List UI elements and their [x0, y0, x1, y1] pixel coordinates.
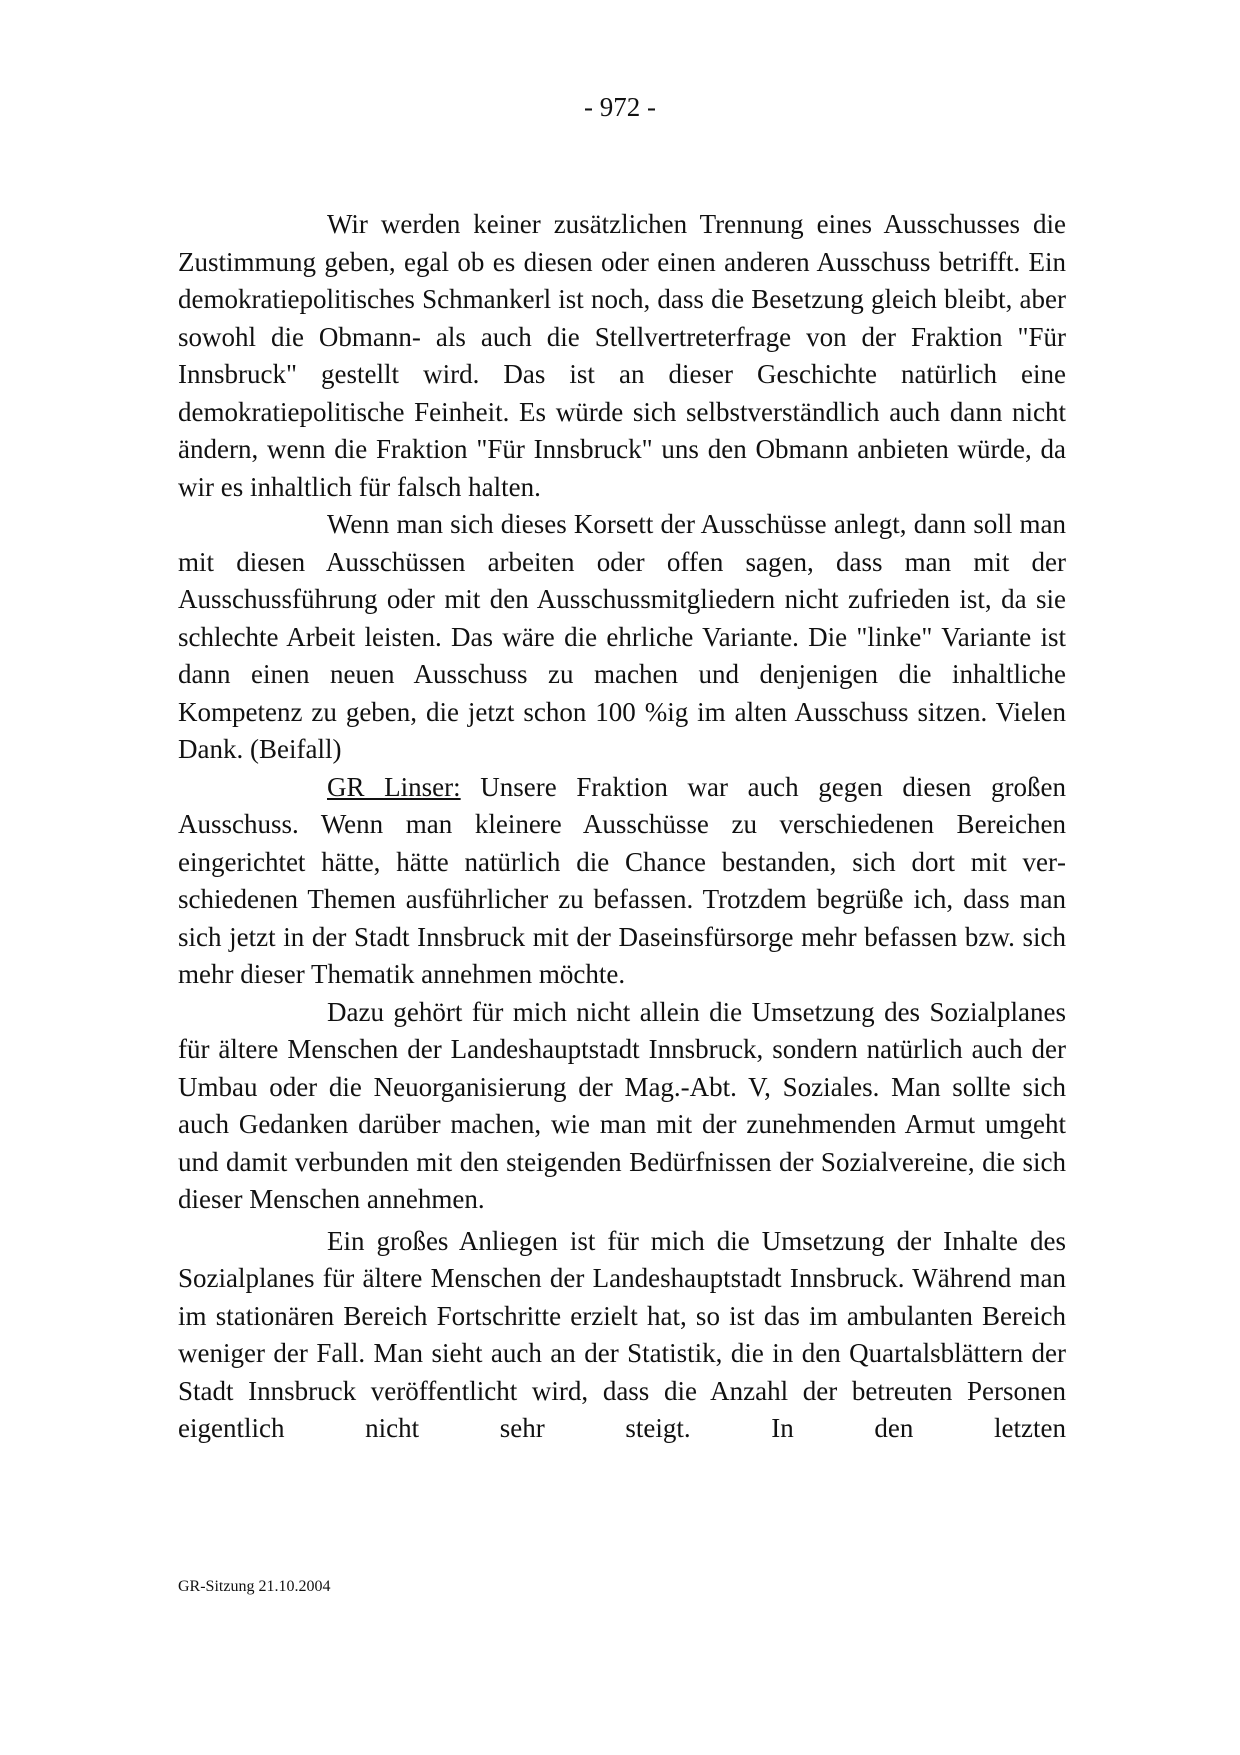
- paragraph-text: Dazu gehört für mich nicht allein die Umsetzung des Sozialplanes für ältere Menschen der Landeshauptstadt Innsbruck, sondern natürlich auch der Umbau oder die Neuorganisierung der Mag.-Abt. V, Soziales. Man sollte sich auch Gedanken darüber machen, wie man mit der zunehmenden Armut umgeht und damit verbunden mit den steigenden Bedürfnissen der Sozialvereine, die sich dieser Menschen annehmen.: [178, 996, 1066, 1214]
- paragraph: [178, 506, 1066, 769]
- page-footer: GR-Sitzung 21.10.2004: [178, 1578, 331, 1595]
- paragraph-text: Unsere Fraktion war auch gegen diesen großen Ausschuss. Wenn man kleinere Ausschüsse zu verschiedenen Bereichen eingerichtet hätte, hätte natürlich die Chance bestanden, sich dort mit verschiedenen Themen ausführlicher zu befassen. Trotzdem begrüße ich, dass man sich jetzt in der Stadt Innsbruck mit der Daseinsfürsorge mehr befassen bzw. sich mehr dieser Thematik annehmen möchte.: [178, 771, 1066, 989]
- transcript-body: [178, 206, 1066, 1448]
- paragraph: [178, 769, 1066, 994]
- paragraph-text: Ein großes Anliegen ist für mich die Umsetzung der Inhalte des Sozialplanes für ältere Menschen der Landeshauptstadt Innsbruck. Während man im stationären Bereich Fortschritte erzielt hat, so ist das im ambulanten Bereich weniger der Fall. Man sieht auch an der Statistik, die in den Quartalsblättern der Stadt Innsbruck veröffentlicht wird, dass die Anzahl der betreuten Personen eigentlich nicht sehr steigt. In den letzten: [178, 1225, 1066, 1443]
- paragraph: [178, 994, 1066, 1219]
- paragraph: [178, 206, 1066, 506]
- paragraph-text: Wir werden keiner zusätzlichen Trennung eines Ausschusses die Zustimmung geben, egal ob es diesen oder einen anderen Ausschuss betrifft. Ein demokratiepolitisches Schmankerl ist noch, dass die Besetzung gleich bleibt, aber sowohl die Obmann- als auch die Stellvertreterfrage von der Fraktion "Für Innsbruck" gestellt wird. Das ist an dieser Geschichte natürlich eine demokratiepolitische Feinheit. Es würde sich selbstverständlich auch dann nicht ändern, wenn die Fraktion "Für Innsbruck" uns den Obmann anbieten würde, da wir es inhaltlich für falsch halten.: [178, 209, 1066, 502]
- page-number: - 972 -: [584, 92, 656, 122]
- paragraph-text: Wenn man sich dieses Korsett der Ausschüsse anlegt, dann soll man mit diesen Ausschüssen arbeiten oder offen sagen, dass man mit der Ausschussführung oder mit den Ausschussmitgliedern nicht zufrieden ist, da sie schlechte Arbeit leisten. Das wäre die ehrliche Variante. Die "linke" Variante ist dann einen neuen Ausschuss zu machen und denjenigen die inhaltliche Kompetenz zu geben, die jetzt schon 100 %ig im alten Ausschuss sitzen. Vielen Dank. (Beifall): [178, 509, 1066, 764]
- speaker-name: GR Linser:: [327, 771, 461, 802]
- paragraph: [178, 1223, 1066, 1448]
